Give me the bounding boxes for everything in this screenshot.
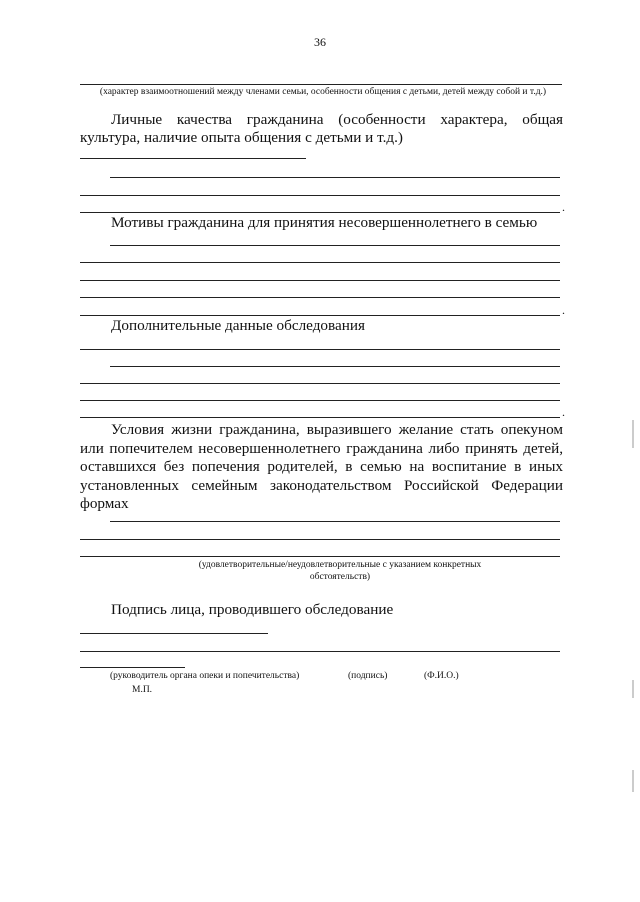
answer-line	[80, 315, 560, 316]
additional-data-heading: Дополнительные данные обследования	[111, 317, 365, 334]
living-conditions-label: Условия жизни гражданина, выразившего желание стать опекуном или попечителем несовершеннолетнего гражданина либо принять детей, оставшихся без попечения родителей, в семью на воспитание в иных установленных семейным законодательством Российской Федерации формах	[80, 421, 563, 512]
scan-edge-mark	[632, 420, 634, 448]
name-caption: (Ф.И.О.)	[424, 671, 459, 681]
answer-line	[80, 383, 560, 384]
line-period: .	[562, 405, 565, 419]
motives-heading: Мотивы гражданина для принятия несовершеннолетнего в семью	[111, 214, 538, 231]
answer-line	[80, 195, 560, 196]
scan-edge-mark	[632, 770, 634, 792]
answer-line	[80, 280, 560, 281]
answer-line	[80, 262, 560, 263]
family-relations-note: (характер взаимоотношений между членами семьи, особенности общения с детьми, детей между собой и т.д.)	[99, 87, 547, 97]
personal-qualities-label: Личные качества гражданина (особенности характера, общая культура, наличие опыта общения с детьми и т.д.)	[80, 111, 563, 146]
signature-heading: Подпись лица, проводившего обследование	[111, 601, 394, 618]
answer-line	[80, 349, 560, 350]
signature-line	[80, 667, 185, 668]
answer-line	[110, 177, 560, 178]
stamp-place: М.П.	[132, 685, 153, 695]
signature-line	[80, 633, 268, 634]
scan-edge-mark	[632, 680, 634, 698]
signature-caption: (подпись)	[348, 671, 388, 681]
answer-line	[80, 417, 560, 418]
answer-line	[110, 521, 560, 522]
answer-line	[110, 245, 560, 246]
answer-line	[80, 539, 560, 540]
answer-line	[80, 297, 560, 298]
line-period: .	[562, 200, 565, 214]
answer-line	[80, 84, 562, 85]
answer-line	[80, 556, 560, 557]
answer-line	[80, 212, 560, 213]
signature-line	[80, 651, 560, 652]
page-number: 36	[314, 35, 326, 49]
answer-line	[110, 366, 560, 367]
answer-line	[80, 400, 560, 401]
head-caption: (руководитель органа опеки и попечительства)	[110, 671, 300, 681]
answer-line	[80, 158, 306, 159]
living-conditions-note: (удовлетворительные/неудовлетворительные с указанием конкретных обстоятельств)	[198, 560, 482, 582]
line-period: .	[562, 303, 565, 317]
